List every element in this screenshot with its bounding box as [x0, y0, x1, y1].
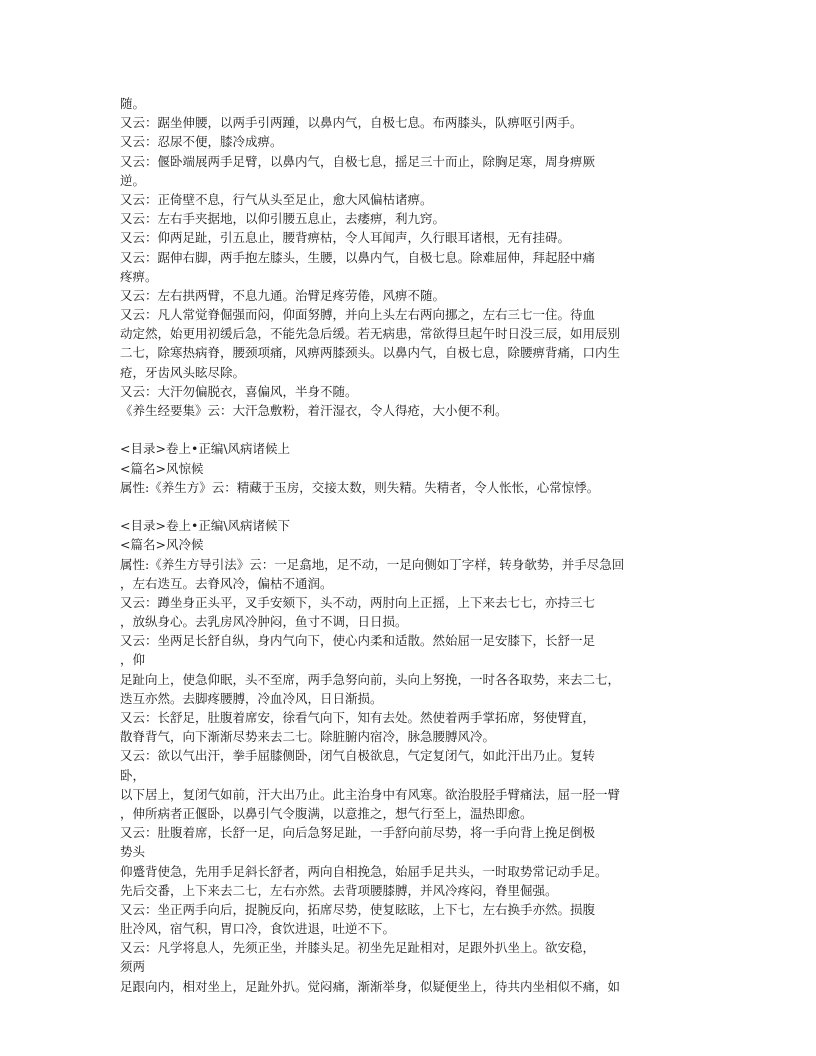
text-line: 先后交番，上下来去二七，左右亦然。去背项腰膝膊，并风冷疼闷，脊里倔强。 — [120, 882, 558, 898]
blank-line — [120, 420, 700, 439]
section-heading: <篇名>风惊候 — [120, 460, 204, 476]
text-line: 又云：凡学将息人，先须正坐，并膝头足。初坐先足趾相对，足跟外扒坐上。欲安稳， — [120, 940, 596, 956]
text-line: 又云：正倚壁不息，行气从头至足止，愈大风偏枯诸痹。 — [120, 191, 433, 207]
text-line: ，仰 — [120, 652, 146, 668]
toc-heading: <目录>卷上•正编\风病诸候上 — [120, 441, 291, 457]
text-line: 须两 — [120, 959, 146, 975]
text-line: 又云：左右手夹据地，以仰引腰五息止，去痿痹，利九窍。 — [120, 211, 446, 227]
text-line: 又云：长舒足，肚腹着席安，徐看气向下，知有去处。然使着两手掌拓席，努使臂直， — [120, 710, 596, 725]
text-line: 又云：大汗勿偏脱衣，喜偏风，半身不随。 — [120, 383, 358, 399]
text-line: ，放纵身心。去乳房风冷肿闷，鱼寸不调，日日损。 — [120, 614, 408, 630]
text-line: 又云：踞坐伸腰，以两手引两踵，以鼻内气，自极七息。布两膝头，队痹呕引两手。 — [120, 115, 583, 131]
text-line: 疮，牙齿风头眩尽除。 — [120, 364, 246, 380]
section-heading: <篇名>风冷候 — [120, 537, 204, 553]
text-line: 又云：偃卧端展两手足臂，以鼻内气，自极七息，摇足三十而止，除胸足寒，周身痹厥 — [120, 153, 596, 169]
text-line: 又云：肚腹着席，长舒一足，向后急努足趾，一手舒向前尽势，将一手向背上挽足倒极 — [120, 825, 596, 841]
text-line: 卧， — [120, 767, 146, 783]
text-line: 肚冷风，宿气积，胃口冷，食饮进退，吐逆不下。 — [120, 921, 396, 937]
text-line: 动定然，始更用初缓后急，不能先急后缓。若无病患，常欲得旦起午时日没三辰，如用辰别 — [120, 326, 621, 342]
text-line: 又云：左右拱两臂，不息九通。治臂足疼劳倦，风痹不随。 — [120, 287, 446, 303]
text-line: 二七，除寒热病脊，腰颈项痛，风痹两膝颈头。以鼻内气，自极七息，除腰痹背痛，口内生 — [120, 345, 621, 361]
text-line: 又云：欲以气出汗，拳手屈膝侧卧，闭气自极欲息，气定复闭气，如此汗出乃止。复转 — [120, 748, 596, 764]
blank-line — [120, 497, 700, 516]
text-line: 属性:《养生方》云：精藏于玉房，交接太数，则失精。失精者，令人怅怅，心常惊悸。 — [120, 479, 600, 495]
text-line: 疼痹。 — [120, 268, 158, 284]
text-line: 足跟向内，相对坐上，足趾外扒。觉闷痛，渐渐举身，似疑便坐上，待共内坐相似不痛，如 — [120, 978, 621, 994]
text-line: 又云：忍尿不便，膝冷成痹。 — [120, 134, 283, 150]
text-line: 足趾向上，使急仰眠，头不至席，两手急努向前，头向上努挽，一时各各取势，来去二七， — [120, 671, 621, 687]
text-line: 属性:《养生方导引法》云：一足翕地，足不动，一足向侧如丁字样，转身欹势，并手尽急回 — [120, 556, 625, 572]
text-line: ，左右迭互。去脊风冷，偏枯不通润。 — [120, 575, 333, 591]
toc-heading: <目录>卷上•正编\风病诸候下 — [120, 518, 291, 534]
text-line: 以下居上，复闭气如前，汗大出乃止。此主治身中有风寒。欲治股胫手臂痛法，屈一胫一臂 — [120, 786, 621, 802]
text-line: ，伸所病者正偃卧，以鼻引气令腹满，以意推之，想气行至上，温热即愈。 — [120, 805, 533, 821]
text-line: 逆。 — [120, 172, 146, 188]
text-line: 又云：坐两足长舒自纵，身内气向下，使心内柔和适散。然始屈一足安膝下，长舒一足 — [120, 633, 596, 649]
text-line: 仰蹙背使急，先用手足斜长舒者，两向自相挽急，始屈手足共头，一时取势常记动手足。 — [120, 863, 608, 879]
text-line: 《养生经要集》云：大汗急敷粉，着汗湿衣，令人得疮，大小便不利。 — [120, 403, 508, 418]
text-line: 又云：仰两足趾，引五息止，腰背痹枯，令人耳闻声，久行眼耳诸根，无有挂碍。 — [120, 230, 571, 246]
text-line: 又云：凡人常觉脊倔强而闷，仰面努膊，并向上头左右两向挪之，左右三七一住。待血 — [120, 307, 596, 323]
text-line: 又云：踞伸右脚，两手抱左膝头，生腰，以鼻内气，自极七息。除难屈伸，拜起胫中痛 — [120, 249, 596, 265]
text-line: 又云：蹲坐身正头平，叉手安颏下，头不动，两肘向上正摇，上下来去七七，亦持三七 — [120, 594, 596, 610]
text-line: 迭互亦然。去脚疼腰膊，冷血冷风，日日渐损。 — [120, 690, 383, 706]
text-line: 势头 — [120, 844, 146, 860]
document-body — [120, 94, 700, 996]
text-line: 散脊背气，向下渐渐尽势来去二七。除脏腑内宿冷，脉急腰膊风冷。 — [120, 729, 496, 745]
text-line: 又云：坐正两手向后，捉腕反向，拓席尽势，使复眩眩，上下七，左右换手亦然。损腹 — [120, 901, 596, 917]
text-line: 随。 — [120, 96, 146, 111]
